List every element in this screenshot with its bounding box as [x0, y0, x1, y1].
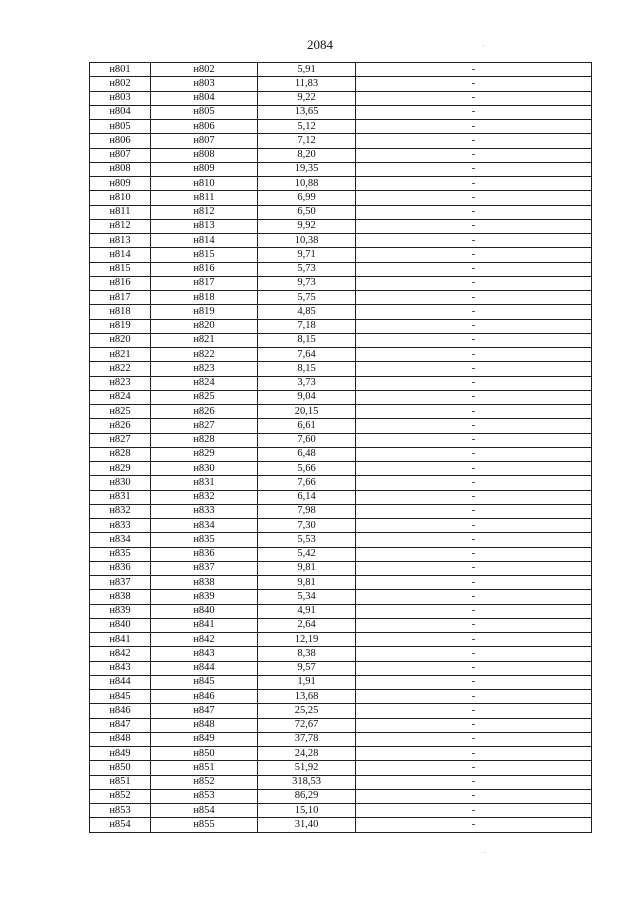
to-point-cell: н846 — [151, 690, 258, 704]
note-cell: - — [356, 248, 592, 262]
table-row — [90, 105, 592, 119]
note-cell: - — [356, 191, 592, 205]
from-point-cell: н838 — [90, 590, 151, 604]
distance-cell: 9,73 — [258, 276, 356, 290]
to-point-cell: н851 — [151, 761, 258, 775]
distance-cell: 7,60 — [258, 433, 356, 447]
table-row — [90, 191, 592, 205]
table-row — [90, 162, 592, 176]
note-cell: - — [356, 162, 592, 176]
table-row — [90, 433, 592, 447]
table-row — [90, 561, 592, 575]
distance-cell: 318,53 — [258, 775, 356, 789]
to-point-cell: н809 — [151, 162, 258, 176]
note-cell: - — [356, 305, 592, 319]
note-cell: - — [356, 675, 592, 689]
distance-cell: 6,61 — [258, 419, 356, 433]
table-row — [90, 761, 592, 775]
from-point-cell: н849 — [90, 747, 151, 761]
distance-cell: 31,40 — [258, 818, 356, 832]
to-point-cell: н844 — [151, 661, 258, 675]
to-point-cell: н834 — [151, 519, 258, 533]
note-cell: - — [356, 291, 592, 305]
table-row — [90, 504, 592, 518]
to-point-cell: н841 — [151, 618, 258, 632]
distance-cell: 3,73 — [258, 376, 356, 390]
table-row — [90, 647, 592, 661]
from-point-cell: н806 — [90, 134, 151, 148]
to-point-cell: н812 — [151, 205, 258, 219]
from-point-cell: н819 — [90, 319, 151, 333]
note-cell: - — [356, 134, 592, 148]
from-point-cell: н820 — [90, 333, 151, 347]
from-point-cell: н826 — [90, 419, 151, 433]
distance-cell: 15,10 — [258, 804, 356, 818]
table-row — [90, 732, 592, 746]
from-point-cell: н854 — [90, 818, 151, 832]
distance-cell: 10,88 — [258, 177, 356, 191]
to-point-cell: н814 — [151, 234, 258, 248]
from-point-cell: н817 — [90, 291, 151, 305]
from-point-cell: н834 — [90, 533, 151, 547]
from-point-cell: н836 — [90, 561, 151, 575]
table-row — [90, 462, 592, 476]
note-cell: - — [356, 789, 592, 803]
to-point-cell: н807 — [151, 134, 258, 148]
distance-cell: 5,66 — [258, 462, 356, 476]
table-row — [90, 77, 592, 91]
to-point-cell: н826 — [151, 405, 258, 419]
from-point-cell: н807 — [90, 148, 151, 162]
to-point-cell: н804 — [151, 91, 258, 105]
table-row — [90, 305, 592, 319]
table-row — [90, 661, 592, 675]
distance-cell: 8,38 — [258, 647, 356, 661]
distance-cell: 51,92 — [258, 761, 356, 775]
to-point-cell: н832 — [151, 490, 258, 504]
note-cell: - — [356, 63, 592, 77]
to-point-cell: н817 — [151, 276, 258, 290]
boundary-points-table — [89, 62, 592, 833]
note-cell: - — [356, 604, 592, 618]
to-point-cell: н824 — [151, 376, 258, 390]
distance-cell: 7,98 — [258, 504, 356, 518]
distance-cell: 11,83 — [258, 77, 356, 91]
distance-cell: 10,38 — [258, 234, 356, 248]
distance-cell: 7,30 — [258, 519, 356, 533]
note-cell: - — [356, 390, 592, 404]
table-row — [90, 789, 592, 803]
note-cell: - — [356, 633, 592, 647]
from-point-cell: н841 — [90, 633, 151, 647]
table-row — [90, 177, 592, 191]
from-point-cell: н843 — [90, 661, 151, 675]
to-point-cell: н818 — [151, 291, 258, 305]
from-point-cell: н830 — [90, 476, 151, 490]
distance-cell: 8,15 — [258, 333, 356, 347]
from-point-cell: н845 — [90, 690, 151, 704]
to-point-cell: н815 — [151, 248, 258, 262]
table-row — [90, 234, 592, 248]
from-point-cell: н828 — [90, 447, 151, 461]
from-point-cell: н853 — [90, 804, 151, 818]
page-number: 2084 — [307, 37, 333, 52]
distance-cell: 6,50 — [258, 205, 356, 219]
note-cell: - — [356, 618, 592, 632]
note-cell: - — [356, 504, 592, 518]
to-point-cell: н852 — [151, 775, 258, 789]
table-row — [90, 590, 592, 604]
table-row — [90, 690, 592, 704]
distance-cell: 8,20 — [258, 148, 356, 162]
distance-cell: 7,66 — [258, 476, 356, 490]
to-point-cell: н830 — [151, 462, 258, 476]
from-point-cell: н810 — [90, 191, 151, 205]
note-cell: - — [356, 732, 592, 746]
distance-cell: 72,67 — [258, 718, 356, 732]
distance-cell: 13,65 — [258, 105, 356, 119]
table-row — [90, 490, 592, 504]
from-point-cell: н832 — [90, 504, 151, 518]
to-point-cell: н843 — [151, 647, 258, 661]
note-cell: - — [356, 120, 592, 134]
distance-cell: 5,34 — [258, 590, 356, 604]
note-cell: - — [356, 376, 592, 390]
table-row — [90, 134, 592, 148]
from-point-cell: н811 — [90, 205, 151, 219]
table-row — [90, 804, 592, 818]
to-point-cell: н853 — [151, 789, 258, 803]
distance-cell: 9,81 — [258, 576, 356, 590]
to-point-cell: н839 — [151, 590, 258, 604]
to-point-cell: н854 — [151, 804, 258, 818]
to-point-cell: н808 — [151, 148, 258, 162]
table-row — [90, 447, 592, 461]
to-point-cell: н833 — [151, 504, 258, 518]
from-point-cell: н839 — [90, 604, 151, 618]
note-cell: - — [356, 234, 592, 248]
note-cell: - — [356, 647, 592, 661]
table-row — [90, 333, 592, 347]
table-row — [90, 476, 592, 490]
from-point-cell: н818 — [90, 305, 151, 319]
table-row — [90, 362, 592, 376]
to-point-cell: н802 — [151, 63, 258, 77]
from-point-cell: н840 — [90, 618, 151, 632]
distance-cell: 7,12 — [258, 134, 356, 148]
table-row — [90, 319, 592, 333]
to-point-cell: н806 — [151, 120, 258, 134]
table-row — [90, 775, 592, 789]
table-row — [90, 633, 592, 647]
to-point-cell: н842 — [151, 633, 258, 647]
note-cell: - — [356, 533, 592, 547]
to-point-cell: н805 — [151, 105, 258, 119]
from-point-cell: н844 — [90, 675, 151, 689]
note-cell: - — [356, 362, 592, 376]
from-point-cell: н809 — [90, 177, 151, 191]
to-point-cell: н850 — [151, 747, 258, 761]
from-point-cell: н815 — [90, 262, 151, 276]
to-point-cell: н829 — [151, 447, 258, 461]
note-cell: - — [356, 77, 592, 91]
to-point-cell: н825 — [151, 390, 258, 404]
table-row — [90, 262, 592, 276]
from-point-cell: н801 — [90, 63, 151, 77]
table-row — [90, 576, 592, 590]
note-cell: - — [356, 547, 592, 561]
note-cell: - — [356, 462, 592, 476]
distance-cell: 9,57 — [258, 661, 356, 675]
table-row — [90, 604, 592, 618]
distance-cell: 8,15 — [258, 362, 356, 376]
from-point-cell: н837 — [90, 576, 151, 590]
note-cell: - — [356, 205, 592, 219]
note-cell: - — [356, 476, 592, 490]
to-point-cell: н838 — [151, 576, 258, 590]
table-row — [90, 205, 592, 219]
table-row — [90, 618, 592, 632]
from-point-cell: н835 — [90, 547, 151, 561]
from-point-cell: н833 — [90, 519, 151, 533]
to-point-cell: н803 — [151, 77, 258, 91]
from-point-cell: н851 — [90, 775, 151, 789]
to-point-cell: н847 — [151, 704, 258, 718]
note-cell: - — [356, 704, 592, 718]
distance-cell: 5,42 — [258, 547, 356, 561]
to-point-cell: н816 — [151, 262, 258, 276]
from-point-cell: н852 — [90, 789, 151, 803]
note-cell: - — [356, 348, 592, 362]
from-point-cell: н805 — [90, 120, 151, 134]
from-point-cell: н829 — [90, 462, 151, 476]
table-row — [90, 675, 592, 689]
from-point-cell: н821 — [90, 348, 151, 362]
to-point-cell: н823 — [151, 362, 258, 376]
note-cell: - — [356, 105, 592, 119]
distance-cell: 7,64 — [258, 348, 356, 362]
table-body — [90, 63, 592, 833]
table-row — [90, 704, 592, 718]
from-point-cell: н813 — [90, 234, 151, 248]
note-cell: - — [356, 319, 592, 333]
note-cell: - — [356, 433, 592, 447]
distance-cell: 4,91 — [258, 604, 356, 618]
note-cell: - — [356, 519, 592, 533]
note-cell: - — [356, 447, 592, 461]
table-row — [90, 120, 592, 134]
scan-speck — [484, 852, 485, 853]
distance-cell: 9,22 — [258, 91, 356, 105]
note-cell: - — [356, 775, 592, 789]
to-point-cell: н845 — [151, 675, 258, 689]
to-point-cell: н855 — [151, 818, 258, 832]
from-point-cell: н808 — [90, 162, 151, 176]
from-point-cell: н850 — [90, 761, 151, 775]
note-cell: - — [356, 576, 592, 590]
table-row — [90, 291, 592, 305]
note-cell: - — [356, 148, 592, 162]
note-cell: - — [356, 747, 592, 761]
from-point-cell: н814 — [90, 248, 151, 262]
table-row — [90, 248, 592, 262]
to-point-cell: н820 — [151, 319, 258, 333]
distance-cell: 5,75 — [258, 291, 356, 305]
to-point-cell: н810 — [151, 177, 258, 191]
to-point-cell: н819 — [151, 305, 258, 319]
note-cell: - — [356, 490, 592, 504]
note-cell: - — [356, 561, 592, 575]
note-cell: - — [356, 761, 592, 775]
from-point-cell: н846 — [90, 704, 151, 718]
to-point-cell: н828 — [151, 433, 258, 447]
to-point-cell: н811 — [151, 191, 258, 205]
note-cell: - — [356, 262, 592, 276]
distance-cell: 2,64 — [258, 618, 356, 632]
to-point-cell: н837 — [151, 561, 258, 575]
table-row — [90, 219, 592, 233]
table-row — [90, 533, 592, 547]
distance-cell: 6,99 — [258, 191, 356, 205]
from-point-cell: н827 — [90, 433, 151, 447]
note-cell: - — [356, 276, 592, 290]
table-row — [90, 376, 592, 390]
note-cell: - — [356, 661, 592, 675]
note-cell: - — [356, 690, 592, 704]
table-row — [90, 390, 592, 404]
distance-cell: 5,53 — [258, 533, 356, 547]
distance-cell: 9,81 — [258, 561, 356, 575]
from-point-cell: н825 — [90, 405, 151, 419]
distance-cell: 5,73 — [258, 262, 356, 276]
note-cell: - — [356, 333, 592, 347]
table-row — [90, 148, 592, 162]
from-point-cell: н812 — [90, 219, 151, 233]
from-point-cell: н831 — [90, 490, 151, 504]
note-cell: - — [356, 419, 592, 433]
distance-cell: 24,28 — [258, 747, 356, 761]
distance-cell: 5,91 — [258, 63, 356, 77]
distance-cell: 6,14 — [258, 490, 356, 504]
from-point-cell: н822 — [90, 362, 151, 376]
note-cell: - — [356, 405, 592, 419]
note-cell: - — [356, 177, 592, 191]
table-row — [90, 419, 592, 433]
from-point-cell: н802 — [90, 77, 151, 91]
note-cell: - — [356, 219, 592, 233]
from-point-cell: н842 — [90, 647, 151, 661]
note-cell: - — [356, 91, 592, 105]
distance-cell: 1,91 — [258, 675, 356, 689]
to-point-cell: н848 — [151, 718, 258, 732]
distance-cell: 20,15 — [258, 405, 356, 419]
table-row — [90, 63, 592, 77]
distance-cell: 19,35 — [258, 162, 356, 176]
to-point-cell: н831 — [151, 476, 258, 490]
to-point-cell: н849 — [151, 732, 258, 746]
from-point-cell: н848 — [90, 732, 151, 746]
to-point-cell: н821 — [151, 333, 258, 347]
table-row — [90, 91, 592, 105]
table-row — [90, 405, 592, 419]
table-row — [90, 718, 592, 732]
distance-cell: 12,19 — [258, 633, 356, 647]
distance-cell: 25,25 — [258, 704, 356, 718]
distance-cell: 9,71 — [258, 248, 356, 262]
distance-cell: 86,29 — [258, 789, 356, 803]
scan-speck — [483, 45, 484, 46]
distance-cell: 13,68 — [258, 690, 356, 704]
note-cell: - — [356, 590, 592, 604]
distance-cell: 4,85 — [258, 305, 356, 319]
from-point-cell: н816 — [90, 276, 151, 290]
from-point-cell: н804 — [90, 105, 151, 119]
from-point-cell: н847 — [90, 718, 151, 732]
to-point-cell: н836 — [151, 547, 258, 561]
distance-cell: 37,78 — [258, 732, 356, 746]
distance-cell: 7,18 — [258, 319, 356, 333]
distance-cell: 6,48 — [258, 447, 356, 461]
to-point-cell: н827 — [151, 419, 258, 433]
note-cell: - — [356, 718, 592, 732]
distance-cell: 9,04 — [258, 390, 356, 404]
table-row — [90, 818, 592, 832]
to-point-cell: н835 — [151, 533, 258, 547]
table-row — [90, 348, 592, 362]
to-point-cell: н813 — [151, 219, 258, 233]
distance-cell: 5,12 — [258, 120, 356, 134]
to-point-cell: н840 — [151, 604, 258, 618]
note-cell: - — [356, 804, 592, 818]
table-row — [90, 747, 592, 761]
table-row — [90, 519, 592, 533]
table-row — [90, 547, 592, 561]
table-row — [90, 276, 592, 290]
note-cell: - — [356, 818, 592, 832]
from-point-cell: н824 — [90, 390, 151, 404]
from-point-cell: н823 — [90, 376, 151, 390]
to-point-cell: н822 — [151, 348, 258, 362]
from-point-cell: н803 — [90, 91, 151, 105]
distance-cell: 9,92 — [258, 219, 356, 233]
